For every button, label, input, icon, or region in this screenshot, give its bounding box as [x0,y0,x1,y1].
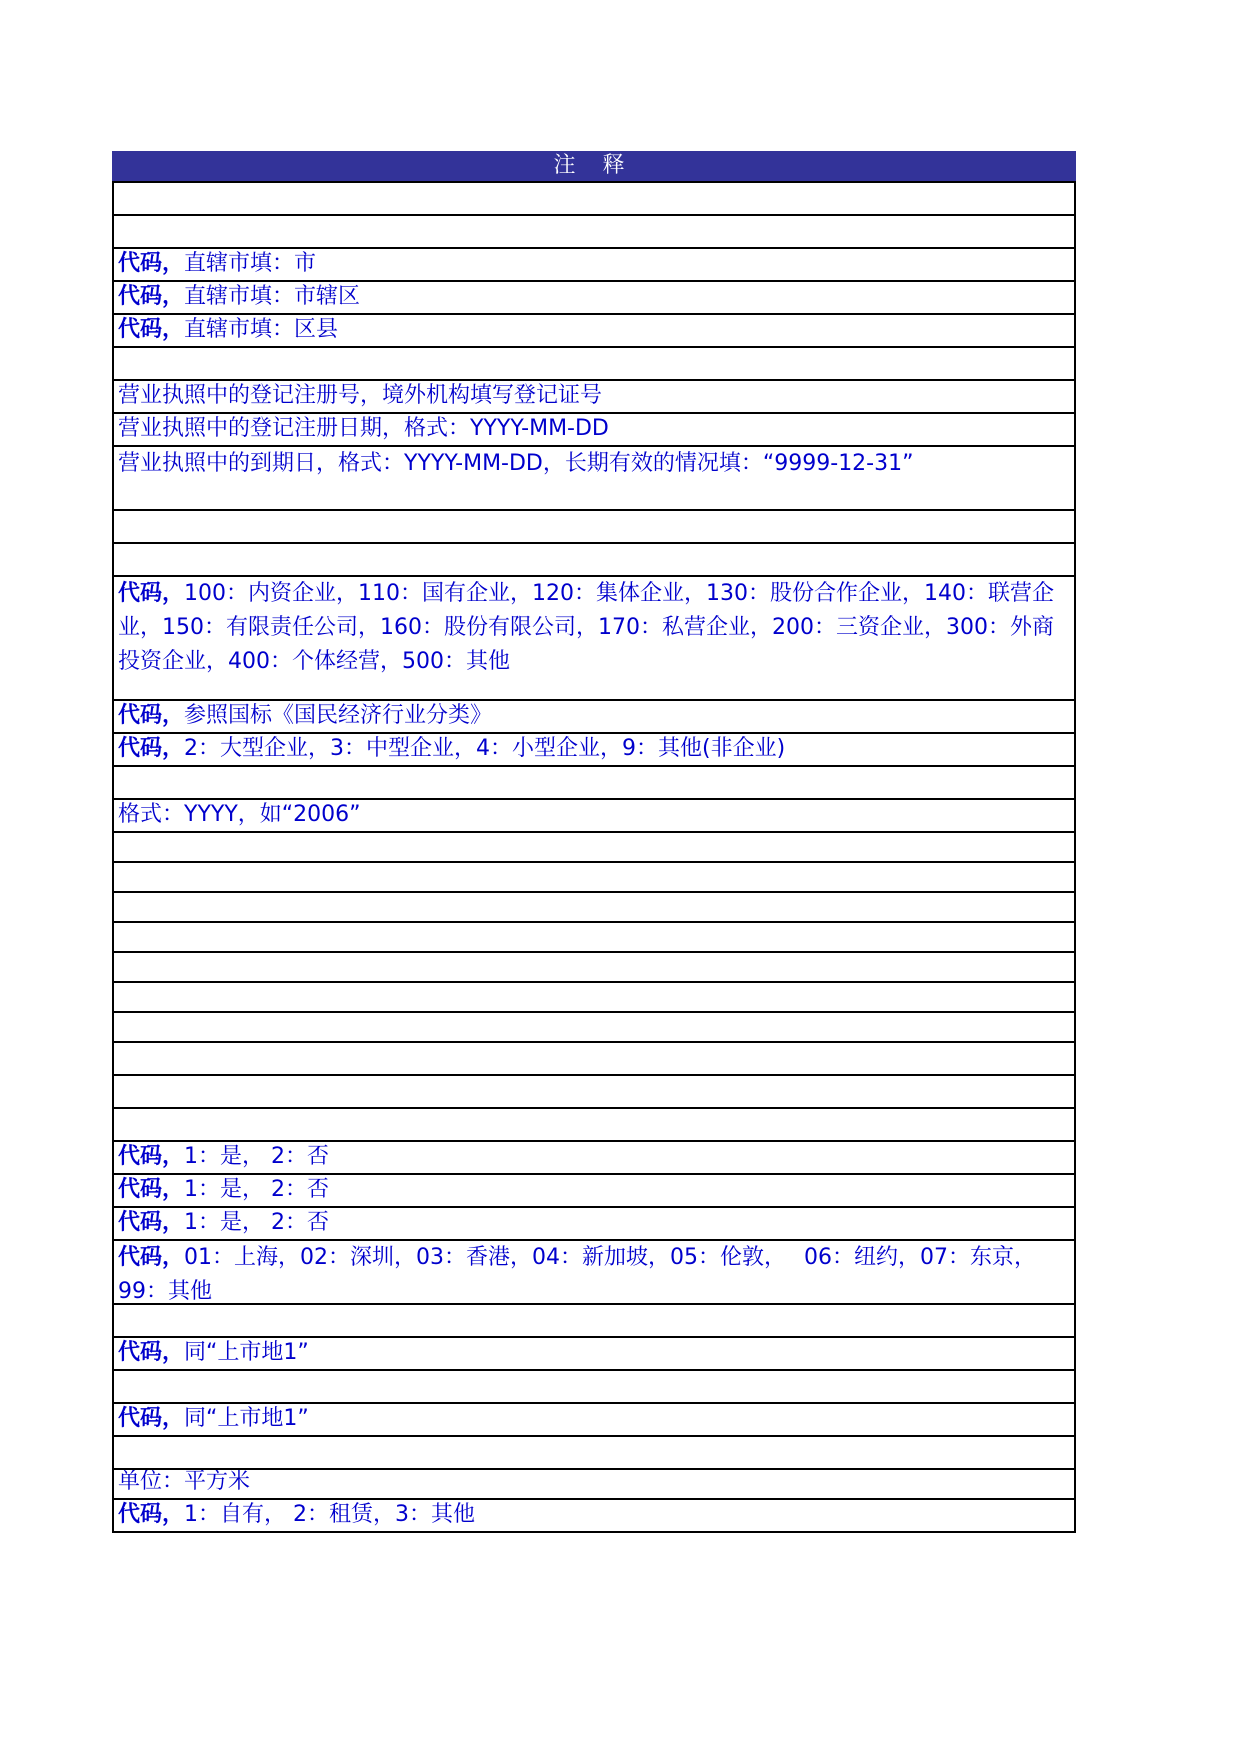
note-code-prefix: 代码， [118,1210,185,1235]
note-row [114,1011,1074,1041]
note-text [118,1141,329,1173]
note-content: 营业执照中的登记注册号，境外机构填写登记证号 [118,383,603,408]
note-content: 直辖市填：区县 [184,317,339,342]
note-content: 单位：平方米 [118,1469,251,1494]
note-row [114,1239,1074,1303]
note-row [114,1041,1074,1074]
note-content: 同“上市地1” [184,1406,309,1431]
note-row [114,1498,1074,1531]
note-content: 1：是， 2：否 [184,1144,330,1169]
note-code-prefix: 代码， [118,284,185,309]
note-content: 营业执照中的到期日，格式：YYYY-MM-DD，长期有效的情况填：“9999-12-31” [118,451,914,476]
note-text [118,281,360,313]
note-text [118,1207,329,1239]
note-row [114,509,1074,542]
note-row [114,1173,1074,1206]
note-row [114,379,1074,412]
note-row [114,1336,1074,1369]
note-code-prefix: 代码， [118,1340,185,1365]
note-text [118,314,338,346]
note-content: 直辖市填：市辖区 [184,284,361,309]
note-content: 01：上海，02：深圳，03：香港，04：新加坡，05：伦敦， 06：纽约，07：东京，99：其他 [118,1245,1036,1303]
notes-rows [114,181,1074,1531]
note-row [114,921,1074,951]
note-content: 同“上市地1” [184,1340,309,1365]
note-code-prefix: 代码， [118,581,185,606]
note-row [114,798,1074,831]
note-text [118,1403,309,1435]
note-text [118,413,609,445]
note-row [114,214,1074,247]
note-text [118,1337,309,1369]
note-content: 1：是， 2：否 [184,1177,330,1202]
note-row [114,1140,1074,1173]
note-row [114,412,1074,445]
note-row [114,1206,1074,1239]
note-text [118,577,1060,679]
note-row [114,1074,1074,1107]
note-row [114,346,1074,379]
note-text [118,380,602,412]
note-row [114,1435,1074,1468]
note-row [114,699,1074,732]
note-row [114,181,1074,214]
note-content: 营业执照中的登记注册日期，格式：YYYY-MM-DD [118,416,609,441]
note-content: 格式：YYYY，如“2006” [118,802,361,827]
note-text [118,447,914,481]
note-text [118,700,492,732]
note-code-prefix: 代码， [118,1177,185,1202]
note-row [114,445,1074,509]
note-content: 1：自有， 2：租赁，3：其他 [184,1502,476,1527]
note-text [118,1499,475,1531]
note-row [114,1402,1074,1435]
notes-header: 注 释 [112,151,1076,181]
note-row [114,313,1074,346]
note-code-prefix: 代码， [118,1406,185,1431]
note-content: 100：内资企业，110：国有企业，120：集体企业，130：股份合作企业，140：联营企业，150：有限责任公司，160：股份有限公司，170：私营企业，200：三资企业，300：外商投资企业，400：个体经营，500：其他 [118,581,1054,674]
note-code-prefix: 代码， [118,1245,185,1270]
note-code-prefix: 代码， [118,251,185,276]
note-content: 1：是， 2：否 [184,1210,330,1235]
note-text [118,1241,1060,1303]
note-row [114,981,1074,1011]
note-row [114,831,1074,861]
note-row [114,951,1074,981]
note-code-prefix: 代码， [118,1502,185,1527]
note-row [114,861,1074,891]
note-code-prefix: 代码， [118,736,185,761]
note-code-prefix: 代码， [118,317,185,342]
note-text [118,799,361,831]
note-code-prefix: 代码， [118,1144,185,1169]
note-row [114,575,1074,699]
note-row [114,1303,1074,1336]
note-row [114,732,1074,765]
note-row [114,542,1074,575]
note-row [114,1369,1074,1402]
note-code-prefix: 代码， [118,703,185,728]
note-text [118,733,785,765]
note-row [114,1468,1074,1498]
note-row [114,247,1074,280]
note-content: 参照国标《国民经济行业分类》 [184,703,493,728]
notes-table [112,151,1076,1533]
note-row [114,1107,1074,1140]
note-content: 2：大型企业，3：中型企业，4：小型企业，9：其他(非企业) [184,736,786,761]
note-text [118,1468,250,1498]
note-row [114,891,1074,921]
note-row [114,280,1074,313]
note-content: 直辖市填：市 [184,251,317,276]
note-text [118,248,316,280]
note-row [114,765,1074,798]
note-text [118,1174,329,1206]
